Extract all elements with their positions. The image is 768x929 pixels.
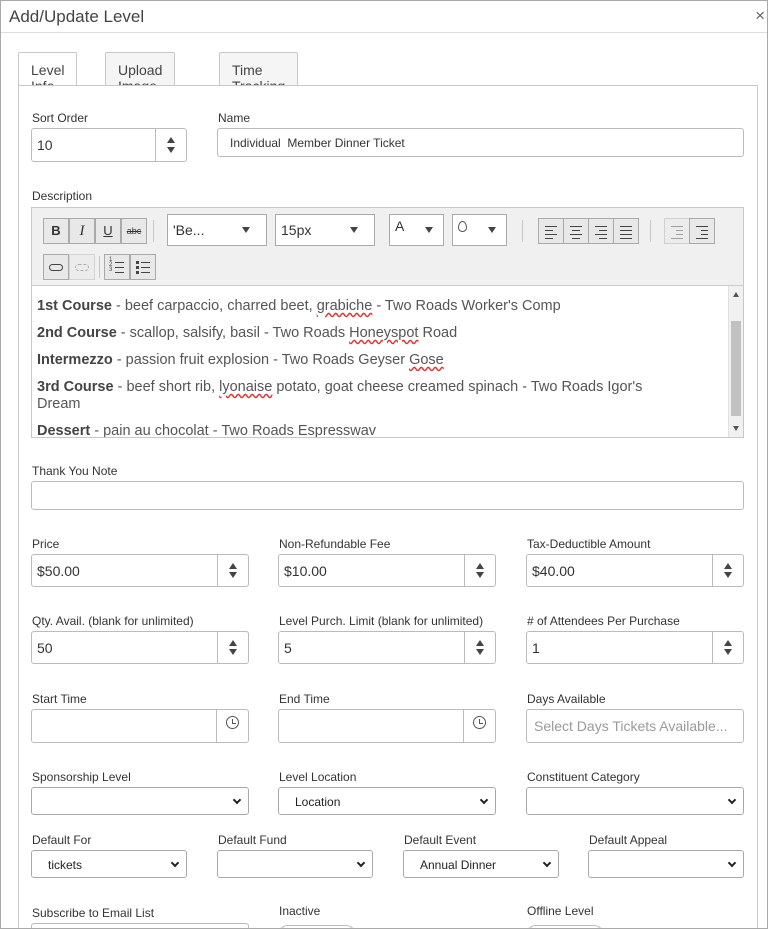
- days-available-input[interactable]: [526, 709, 744, 743]
- tab-level-info[interactable]: Level: [18, 52, 77, 87]
- tax-deductible-amount-input[interactable]: [526, 554, 744, 587]
- price-value: $50.00: [37, 563, 80, 579]
- qty-avail-input[interactable]: [31, 631, 249, 664]
- sort-order-input[interactable]: [31, 128, 187, 162]
- italic-button[interactable]: I: [69, 218, 95, 244]
- subscribe-email-list-label: Subscribe to Email List: [32, 906, 155, 920]
- menu-line-4: 3rd Course - beef short rib, lyonaise potato, goat cheese creamed spinach - Two Roads Igor's Dream: [37, 379, 643, 412]
- tab-upload-image[interactable]: Upload: [105, 52, 175, 86]
- link-icon: [49, 264, 63, 271]
- inactive-label: Inactive: [279, 904, 321, 918]
- font-size-dropdown[interactable]: [275, 214, 375, 246]
- default-appeal-select[interactable]: [588, 850, 744, 878]
- offline-level-label: Offline Level: [527, 904, 594, 918]
- dialog-title: Add/Update Level: [9, 7, 145, 26]
- tax-deductible-amount-value: $40.00: [532, 563, 575, 579]
- editor-scrollbar[interactable]: [728, 286, 743, 437]
- tab-time-tracking-defaults[interactable]: Time: [219, 52, 298, 86]
- clock-icon: [226, 716, 239, 729]
- default-event-label: Default Event: [404, 833, 477, 847]
- sponsorship-level-label: Sponsorship Level: [32, 770, 131, 784]
- default-for-select[interactable]: tickets: [31, 850, 187, 878]
- qty-avail-label: Qty. Avail. (blank for unlimited): [32, 614, 194, 628]
- start-time-picker-button[interactable]: [216, 710, 248, 742]
- outdent-button[interactable]: [664, 218, 690, 244]
- default-for-label: Default For: [32, 833, 92, 847]
- chevron-down-icon: [357, 859, 365, 867]
- constituent-category-label: Constituent Category: [527, 770, 640, 784]
- toolbar-divider: [650, 220, 651, 242]
- menu-line-1: 1st Course - beef carpaccio, charred beet, grabiche - Two Roads Worker's Comp: [37, 298, 561, 314]
- toolbar-divider: [522, 220, 523, 242]
- font-size-value: 15px: [281, 222, 312, 238]
- remove-link-button[interactable]: [69, 254, 95, 280]
- align-left-button[interactable]: [538, 218, 564, 244]
- chevron-down-icon: [728, 859, 736, 867]
- sort-order-value: 10: [37, 137, 53, 153]
- font-color-dropdown[interactable]: [389, 214, 444, 246]
- bold-button[interactable]: B: [43, 218, 69, 244]
- subscribe-email-list-select[interactable]: [31, 923, 249, 929]
- align-center-button[interactable]: [563, 218, 589, 244]
- sort-order-label: Sort Order: [32, 111, 89, 125]
- underline-button[interactable]: U: [95, 218, 121, 244]
- chevron-down-icon: [480, 796, 488, 804]
- attendees-per-purchase-label: # of Attendees Per Purchase: [527, 614, 680, 628]
- align-right-button[interactable]: [588, 218, 614, 244]
- non-refundable-fee-input[interactable]: [278, 554, 496, 587]
- tax-deductible-amount-label: Tax-Deductible Amount: [527, 537, 651, 551]
- tax-deductible-amount-stepper[interactable]: [712, 555, 743, 586]
- thank-you-note-label: Thank You Note: [32, 464, 118, 478]
- close-icon[interactable]: ×: [755, 6, 765, 25]
- editor-content[interactable]: [32, 286, 728, 437]
- qty-avail-stepper[interactable]: [217, 632, 248, 663]
- end-time-label: End Time: [279, 692, 330, 706]
- menu-line-2: 2nd Course - scallop, salsify, basil - Two Roads Honeyspot Road: [37, 325, 458, 341]
- price-input[interactable]: [31, 554, 249, 587]
- description-editor[interactable]: [31, 207, 744, 438]
- font-name-dropdown[interactable]: [167, 214, 267, 246]
- level-location-select[interactable]: Location: [278, 787, 496, 815]
- end-time-input[interactable]: [278, 709, 496, 743]
- end-time-picker-button[interactable]: [463, 710, 495, 742]
- default-fund-label: Default Fund: [218, 833, 287, 847]
- dialog-titlebar: [1, 1, 767, 33]
- price-stepper[interactable]: [217, 555, 248, 586]
- default-event-select[interactable]: Annual Dinner: [403, 850, 559, 878]
- ordered-list-button[interactable]: [104, 254, 130, 280]
- level-location-label: Level Location: [279, 770, 357, 784]
- attendees-per-purchase-input[interactable]: [526, 631, 744, 664]
- level-purch-limit-value: 5: [284, 640, 292, 656]
- insert-link-button[interactable]: [43, 254, 69, 280]
- days-available-placeholder: Select Days Tickets Available...: [534, 718, 728, 734]
- days-available-label: Days Available: [527, 692, 606, 706]
- unordered-list-button[interactable]: [130, 254, 156, 280]
- thank-you-note-input[interactable]: [31, 481, 744, 510]
- font-color-icon: A: [395, 218, 405, 234]
- attendees-per-purchase-stepper[interactable]: [712, 632, 743, 663]
- non-refundable-fee-value: $10.00: [284, 563, 327, 579]
- start-time-label: Start Time: [32, 692, 87, 706]
- price-label: Price: [32, 537, 60, 551]
- chevron-down-icon: [728, 796, 736, 804]
- default-fund-select[interactable]: [217, 850, 373, 878]
- justify-button[interactable]: [613, 218, 639, 244]
- non-refundable-fee-stepper[interactable]: [464, 555, 495, 586]
- name-value: Individual Member Dinner Ticket: [230, 136, 405, 150]
- offline-level-toggle[interactable]: [526, 925, 604, 929]
- default-appeal-label: Default Appeal: [589, 833, 668, 847]
- start-time-input[interactable]: [31, 709, 249, 743]
- inactive-toggle[interactable]: [278, 925, 356, 929]
- unlink-icon: [75, 264, 89, 271]
- qty-avail-value: 50: [37, 640, 53, 656]
- sort-order-stepper[interactable]: [155, 129, 186, 161]
- chevron-down-icon: [233, 796, 241, 804]
- sponsorship-level-select[interactable]: [31, 787, 249, 815]
- clock-icon: [473, 716, 486, 729]
- font-name-value: 'Be...: [173, 222, 205, 238]
- menu-line-3: Intermezzo - passion fruit explosion - Two Roads Geyser Gose: [37, 352, 444, 368]
- name-input[interactable]: [217, 128, 744, 157]
- indent-button[interactable]: [689, 218, 715, 244]
- level-purch-limit-stepper[interactable]: [464, 632, 495, 663]
- attendees-per-purchase-value: 1: [532, 640, 540, 656]
- background-color-dropdown[interactable]: [452, 214, 507, 246]
- drop-icon: [458, 221, 467, 232]
- strikethrough-button[interactable]: abc: [121, 218, 147, 244]
- toolbar-divider: [153, 220, 154, 242]
- ordered-list-icon: 1 2 3: [109, 257, 113, 273]
- chevron-down-icon: [171, 859, 179, 867]
- scrollbar-thumb[interactable]: [731, 321, 741, 416]
- level-info-panel: [18, 85, 758, 929]
- constituent-category-select[interactable]: [526, 787, 744, 815]
- non-refundable-fee-label: Non-Refundable Fee: [279, 537, 391, 551]
- description-label: Description: [32, 189, 93, 203]
- editor-toolbar: [32, 208, 743, 286]
- toolbar-divider: [99, 256, 100, 278]
- chevron-down-icon: [543, 859, 551, 867]
- menu-line-5: Dessert - pain au chocolat - Two Roads Espresswav: [37, 423, 377, 437]
- level-purch-limit-label: Level Purch. Limit (blank for unlimited): [279, 614, 484, 628]
- level-purch-limit-input[interactable]: [278, 631, 496, 664]
- name-label: Name: [218, 111, 251, 125]
